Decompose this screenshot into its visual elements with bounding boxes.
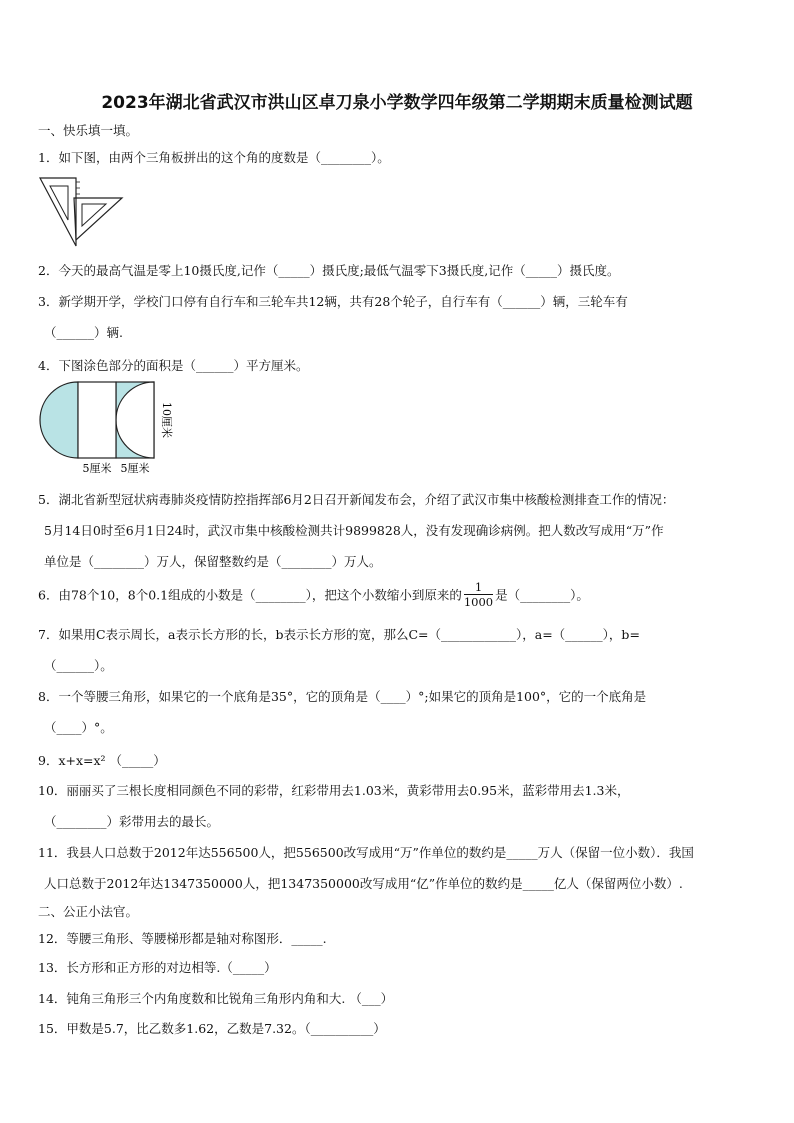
figure-height-label: 10厘米 [160, 402, 173, 438]
question-3-line-2: （______）辆. [44, 325, 123, 340]
question-10-line-2: （________）彩带用去的最长。 [44, 814, 220, 829]
page-title: 2023年湖北省武汉市洪山区卓刀泉小学数学四年级第二学期期末质量检测试题 [101, 93, 693, 113]
question-6 [38, 580, 589, 609]
triangle-rulers-figure [38, 174, 128, 250]
figure-right-width-label: 5厘米 [120, 462, 150, 475]
question-2: 2．今天的最高气温是零上10摄氏度,记作（_____）摄氏度;最低气温零下3摄氏度,记作（_____）摄氏度。 [38, 263, 620, 278]
question-12: 12．等腰三角形、等腰梯形都是轴对称图形．_____. [38, 931, 327, 946]
question-10-line-1: 10．丽丽买了三根长度相同颜色不同的彩带，红彩带用去1.03米，黄彩带用去0.95米，蓝彩带用去1.3米， [38, 783, 630, 798]
question-6-part-2: 是（________）。 [495, 587, 589, 603]
question-3-line-1: 3．新学期开学，学校门口停有自行车和三轮车共12辆，共有28个轮子，自行车有（______）辆，三轮车有 [38, 294, 628, 309]
question-7-line-2: （______）。 [44, 658, 113, 673]
figure-left-width-label: 5厘米 [82, 462, 112, 475]
question-13: 13．长方形和正方形的对边相等.（_____） [38, 960, 277, 975]
question-7-line-1: 7．如果用C表示周长，a表示长方形的长，b表示长方形的宽，那么C=（____________），a=（______），b= [38, 627, 640, 642]
section-2-heading: 二、公正小法官。 [38, 904, 139, 919]
question-8-line-2: （____）°。 [44, 720, 113, 735]
question-11-line-2: 人口总数于2012年达1347350000人，把1347350000改写成用“亿”作单位的数约是_____亿人（保留两位小数）. [44, 876, 683, 891]
question-11-line-1: 11．我县人口总数于2012年达556500人，把556500改写成用“万”作单位的数约是_____万人（保留一位小数）．我国 [38, 845, 694, 860]
question-15: 15．甲数是5.7，比乙数多1.62，乙数是7.32。（__________） [38, 1021, 386, 1036]
fraction-one-thousandth: $\frac{1}{1000}$ [463, 580, 494, 609]
question-9: 9．x+x=x² （_____） [38, 753, 166, 768]
question-5-line-2: 5月14日0时至6月1日24时，武汉市集中核酸检测共计9899828人，没有发现确诊病例。把人数改写成用“万”作 [44, 523, 664, 538]
question-5-line-1: 5．湖北省新型冠状病毒肺炎疫情防控指挥部6月2日召开新闻发布会，介绍了武汉市集中核酸检测排查工作的情况： [38, 492, 675, 507]
question-14: 14．钝角三角形三个内角度数和比锐角三角形内角和大. （___） [38, 991, 394, 1006]
section-1-heading: 一、快乐填一填。 [38, 123, 139, 138]
shaded-area-figure [38, 378, 178, 478]
question-8-line-1: 8．一个等腰三角形，如果它的一个底角是35°，它的顶角是（____）°;如果它的顶角是100°，它的一个底角是 [38, 689, 647, 704]
question-6-part-1: 6．由78个10，8个0.1组成的小数是（________），把这个小数缩小到原来的 [38, 587, 462, 603]
question-5-line-3: 单位是（________）万人，保留整数约是（________）万人。 [44, 554, 382, 569]
question-4: 4．下图涂色部分的面积是（______）平方厘米。 [38, 358, 309, 373]
question-1: 1．如下图，由两个三角板拼出的这个角的度数是（________）。 [38, 150, 390, 165]
